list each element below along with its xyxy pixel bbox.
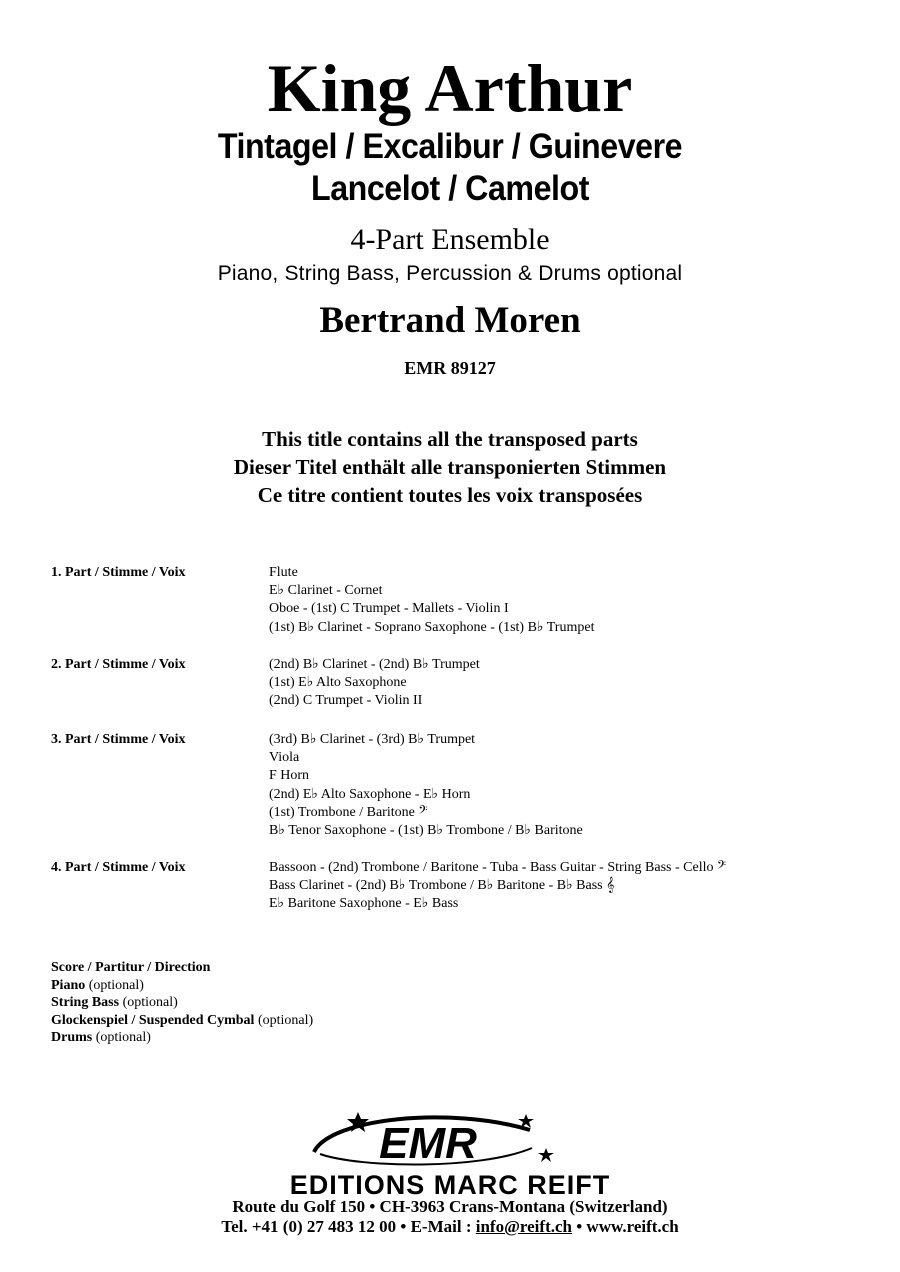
part-1-instruments <box>269 564 594 637</box>
instrumentation-line: Piano, String Bass, Percussion & Drums optional <box>217 262 683 285</box>
subtitle-line-2: Lancelot / Camelot <box>310 169 589 208</box>
list-item: F Horn <box>269 768 310 784</box>
extra-name: Score / Partitur / Direction <box>51 960 211 975</box>
extra-note: (optional) <box>122 995 178 1010</box>
extra-note: (optional) <box>95 1030 151 1045</box>
ensemble-label: 4-Part Ensemble <box>350 223 550 256</box>
part-2-instruments <box>269 656 480 711</box>
list-item <box>51 994 313 1012</box>
notice-french: Ce titre contient toutes les voix transposées <box>257 483 643 507</box>
notice-german: Dieser Titel enthält alle transponierten Stimmen <box>233 455 667 479</box>
contact-phone: Tel. +41 (0) 27 483 12 00 • E-Mail : <box>221 1217 476 1236</box>
subtitle-line-1: Tintagel / Excalibur / Guinevere <box>217 127 683 166</box>
additional-parts-list <box>51 959 313 1047</box>
part-3-label: 3. Part / Stimme / Voix <box>51 732 186 747</box>
part-3-instruments <box>269 731 583 840</box>
extra-note: (optional) <box>88 977 144 993</box>
extra-note: (optional) <box>257 1012 314 1028</box>
list-item: Oboe - (1st) C Trumpet - Mallets - Violin I <box>269 601 509 617</box>
notice-english: This title contains all the transposed parts <box>262 427 638 451</box>
part-4-instruments <box>269 859 726 914</box>
publisher-contact <box>0 1216 900 1238</box>
list-item: B♭ Tenor Saxophone - (1st) B♭ Trombone / B♭ Baritone <box>269 822 583 838</box>
list-item: (2nd) E♭ Alto Saxophone - E♭ Horn <box>269 786 471 802</box>
list-item: (1st) E♭ Alto Saxophone <box>269 675 407 691</box>
logo-text: EMR <box>379 1119 477 1168</box>
list-item: E♭ Baritone Saxophone - E♭ Bass <box>269 896 459 912</box>
publisher-address: Route du Golf 150 • CH-3963 Crans-Montana (Switzerland) <box>232 1197 668 1216</box>
part-4-label: 4. Part / Stimme / Voix <box>51 860 186 875</box>
email-link[interactable]: info@reift.ch <box>475 1217 572 1236</box>
list-item: Bass Clarinet - (2nd) B♭ Trombone / B♭ Baritone - B♭ Bass 𝄞 <box>269 878 615 894</box>
extra-name: Glockenspiel / Suspended Cymbal <box>51 1012 255 1028</box>
list-item: Flute <box>269 565 298 580</box>
star-icon <box>538 1148 554 1162</box>
list-item <box>51 977 313 995</box>
list-item: Viola <box>269 750 300 766</box>
page-title: King Arthur <box>267 50 633 126</box>
list-item: (1st) Trombone / Baritone 𝄢 <box>269 804 428 820</box>
catalog-number: EMR 89127 <box>404 358 496 378</box>
list-item: E♭ Clarinet - Cornet <box>269 583 383 599</box>
extra-name: Drums <box>51 1030 93 1045</box>
list-item: (2nd) C Trumpet - Violin II <box>269 693 423 709</box>
list-item: Bassoon - (2nd) Trombone / Baritone - Tuba - Bass Guitar - String Bass - Cello 𝄢 <box>269 860 726 875</box>
list-item <box>51 1029 313 1047</box>
extra-name: Piano <box>51 977 86 993</box>
publisher-name: EDITIONS MARC REIFT <box>289 1170 611 1200</box>
part-1-label: 1. Part / Stimme / Voix <box>51 565 186 580</box>
list-item: (1st) B♭ Clarinet - Soprano Saxophone - (1st) B♭ Trumpet <box>269 619 595 635</box>
list-item: (3rd) B♭ Clarinet - (3rd) B♭ Trumpet <box>269 732 476 747</box>
extra-name: String Bass <box>51 995 120 1010</box>
contact-website: • www.reift.ch <box>571 1217 679 1236</box>
composer-name: Bertrand Moren <box>319 300 581 341</box>
list-item <box>51 1012 313 1030</box>
part-2-label: 2. Part / Stimme / Voix <box>51 657 186 672</box>
list-item <box>51 959 313 977</box>
emr-logo <box>300 1108 560 1172</box>
list-item: (2nd) B♭ Clarinet - (2nd) B♭ Trumpet <box>269 657 480 672</box>
